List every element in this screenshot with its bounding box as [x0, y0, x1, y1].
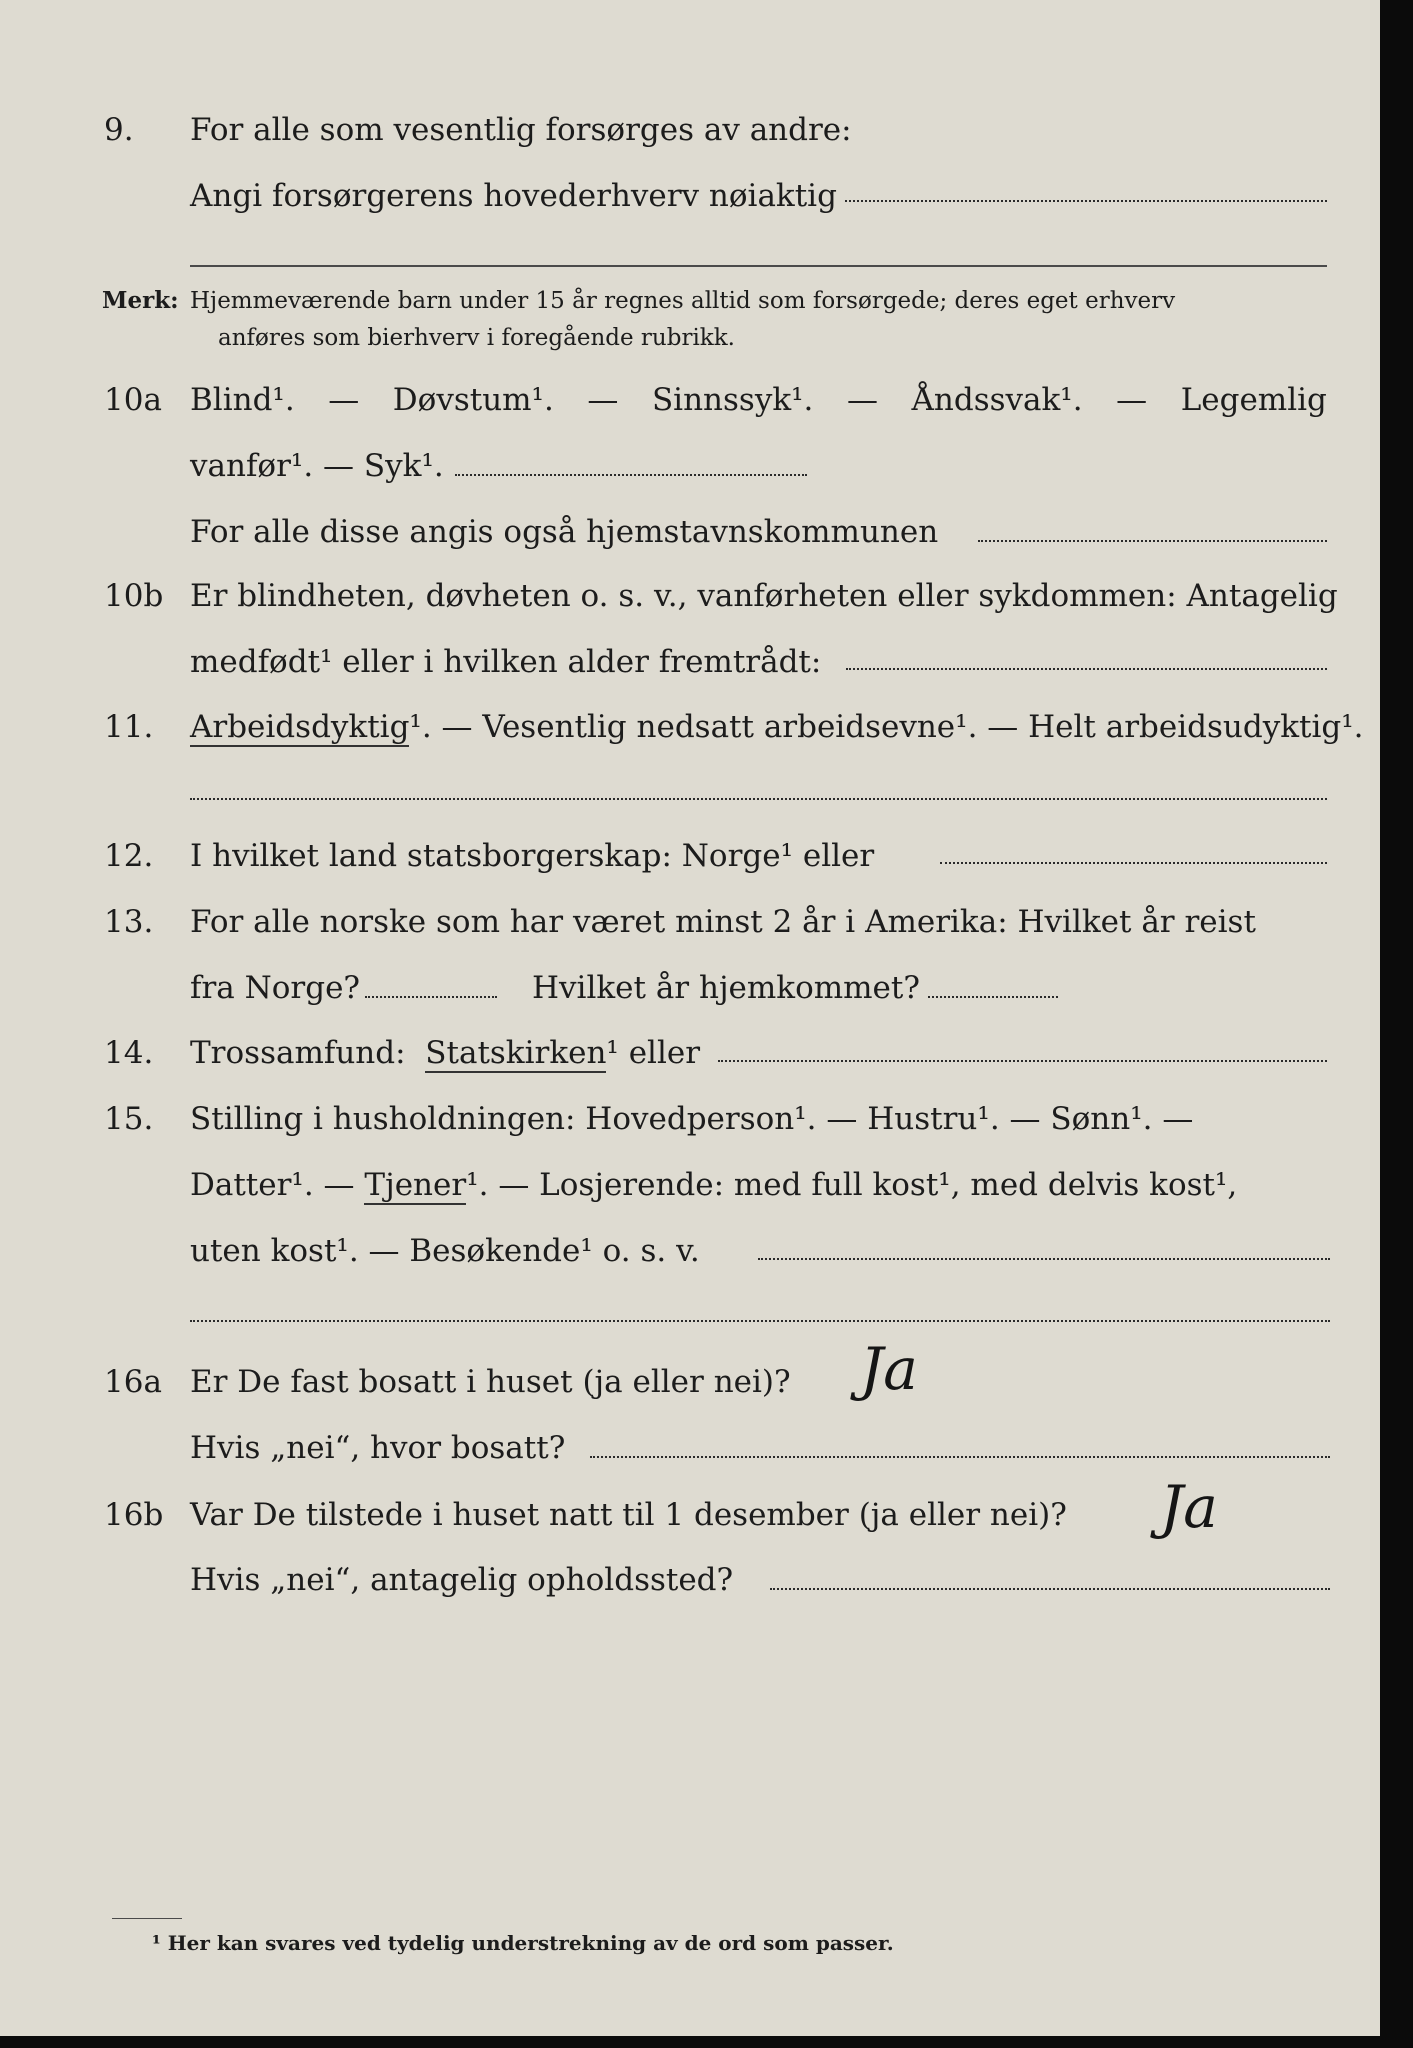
question-text: Er blindheten, døvheten o. s. v., vanførheten eller sykdommen: Antagelig [190, 578, 1338, 614]
selected-answer-tjener[interactable]: Tjener [364, 1167, 467, 1203]
question-number: 14. [104, 1035, 154, 1071]
question-text: Er De fast bosatt i huset (ja eller nei)? [190, 1364, 791, 1400]
question-text: Stilling i husholdningen: Hovedperson¹. — Hustru¹. — Sønn¹. — [190, 1101, 1194, 1137]
dash: — [846, 382, 878, 418]
answer-line[interactable] [190, 798, 1327, 800]
question-10a-line-2 [0, 446, 1380, 486]
question-number: 12. [104, 838, 154, 874]
question-10a [0, 380, 1380, 420]
question-10b [0, 576, 1380, 616]
handwritten-answer[interactable]: Ja [1160, 1473, 1218, 1541]
option-legemlig[interactable]: Legemlig [1180, 382, 1327, 418]
handwritten-answer[interactable]: Ja [860, 1335, 918, 1403]
question-options [190, 380, 1327, 420]
footnote-divider [112, 1918, 182, 1919]
question-label: Trossamfund: [190, 1035, 406, 1071]
question-16b-line-2 [0, 1560, 1380, 1600]
section-divider [190, 265, 1327, 267]
answer-line[interactable] [846, 668, 1327, 670]
question-12 [0, 836, 1380, 876]
question-options: ¹ eller [606, 1035, 701, 1071]
selected-answer-statskirken[interactable]: Statskirken [425, 1035, 607, 1071]
answer-line[interactable] [940, 862, 1327, 864]
scan-edge [1380, 0, 1413, 2048]
option-datter[interactable]: Datter¹. — [190, 1167, 355, 1203]
question-10a-line-3 [0, 512, 1380, 552]
selected-answer-arbeidsdyktig[interactable]: Arbeidsdyktig [190, 709, 410, 745]
question-15-line-2 [0, 1165, 1380, 1205]
question-14 [0, 1033, 1380, 1073]
footnote: ¹ Her kan svares ved tydelig understrekning av de ord som passer. [152, 1931, 894, 1955]
question-number: 10b [104, 578, 164, 614]
note-text: Hjemmeværende barn under 15 år regnes alltid som forsørgede; deres eget erhverv [190, 288, 1176, 314]
question-number: 9. [104, 112, 134, 148]
question-text: I hvilket land statsborgerskap: Norge¹ eller [190, 838, 875, 874]
answer-line[interactable] [845, 200, 1327, 202]
question-number: 10a [104, 382, 162, 418]
question-text: medfødt¹ eller i hvilken alder fremtrådt: [190, 644, 822, 680]
question-number: 15. [104, 1101, 154, 1137]
question-text: Hvis „nei“, antagelig opholdssted? [190, 1562, 734, 1598]
question-text: Var De tilstede i huset natt til 1 desember (ja eller nei)? [190, 1497, 1067, 1533]
answer-line[interactable] [190, 1320, 1330, 1322]
question-text [190, 1033, 700, 1073]
question-number: 16a [104, 1364, 162, 1400]
question-11 [0, 707, 1380, 747]
dash: — [328, 382, 360, 418]
answer-line[interactable] [365, 996, 497, 998]
question-16a-line-2 [0, 1428, 1380, 1468]
question-number: 13. [104, 904, 154, 940]
option-blind[interactable]: Blind¹. [190, 382, 295, 418]
question-10b-line-2 [0, 642, 1380, 682]
question-text: uten kost¹. — Besøkende¹ o. s. v. [190, 1233, 700, 1269]
question-text: vanfør¹. — Syk¹. [190, 448, 444, 484]
answer-line[interactable] [455, 474, 807, 476]
question-options: ¹. — Losjerende: med full kost¹, med delvis kost¹, [466, 1167, 1238, 1203]
question-9 [0, 110, 1380, 150]
question-text: Hvis „nei“, hvor bosatt? [190, 1430, 566, 1466]
option-andssvak[interactable]: Åndssvak¹. [911, 382, 1083, 418]
answer-line[interactable] [590, 1456, 1330, 1458]
question-15-line-3 [0, 1231, 1380, 1271]
question-text: For alle som vesentlig forsørges av andre: [190, 112, 852, 148]
question-13-line-2 [0, 968, 1380, 1008]
answer-line[interactable] [978, 540, 1327, 542]
answer-line[interactable] [718, 1060, 1327, 1062]
question-text: For alle norske som har været minst 2 år i Amerika: Hvilket år reist [190, 904, 1256, 940]
question-number: 11. [104, 709, 154, 745]
question-13 [0, 902, 1380, 942]
question-16a [0, 1362, 1380, 1402]
question-text: Angi forsørgerens hovederhverv nøiaktig [190, 178, 837, 214]
question-text [190, 707, 1364, 747]
note-text: anføres som bierhverv i foregående rubrikk. [218, 325, 735, 351]
answer-line[interactable] [758, 1258, 1330, 1260]
option-sinnssyk[interactable]: Sinnssyk¹. [651, 382, 814, 418]
answer-line[interactable] [770, 1588, 1330, 1590]
question-15 [0, 1099, 1380, 1139]
option-dovstum[interactable]: Døvstum¹. [392, 382, 554, 418]
dash: — [587, 382, 619, 418]
question-9-line-2 [0, 176, 1380, 216]
question-text: For alle disse angis også hjemstavnskommunen [190, 514, 939, 550]
question-text: Hvilket år hjemkommet? [532, 970, 920, 1006]
note-label: Merk: [102, 287, 179, 314]
question-text [190, 1165, 1237, 1205]
answer-line[interactable] [928, 996, 1058, 998]
question-options: ¹. — Vesentlig nedsatt arbeidsevne¹. — Helt arbeidsudyktig¹. [409, 709, 1364, 745]
question-text: fra Norge? [190, 970, 361, 1006]
question-number: 16b [104, 1497, 164, 1533]
dash: — [1116, 382, 1148, 418]
